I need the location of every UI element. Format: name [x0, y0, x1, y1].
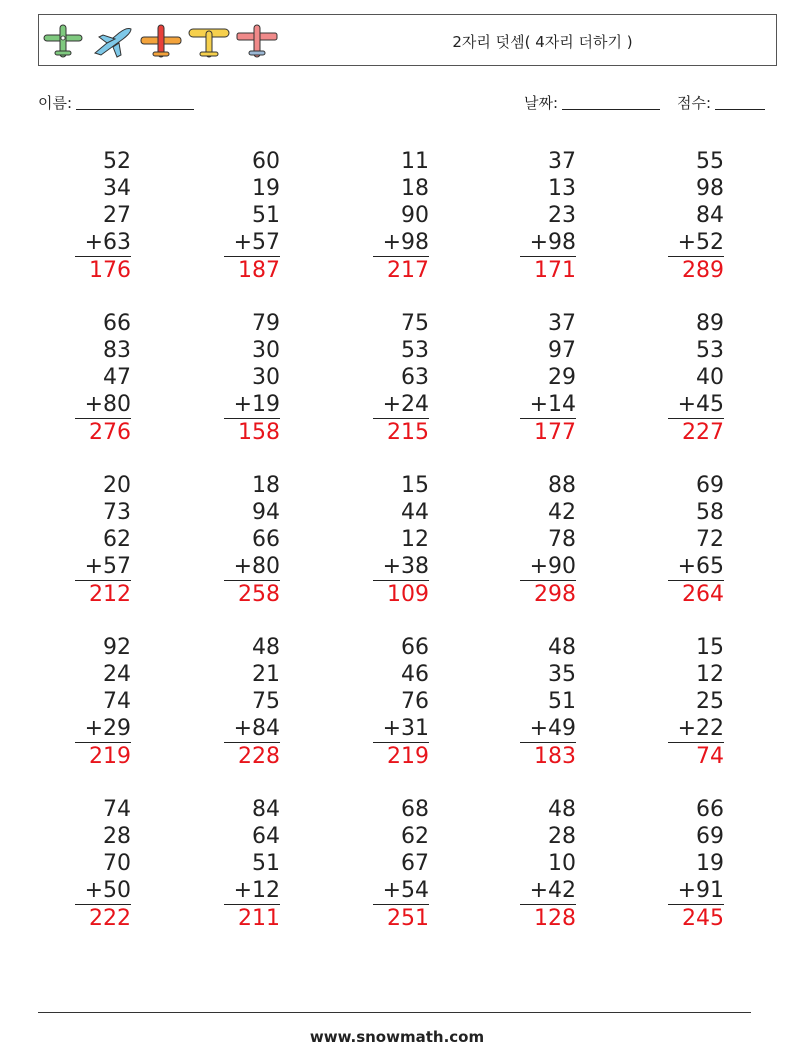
answer-value: 187 [238, 258, 280, 283]
addend: 67 [401, 851, 429, 876]
addend: 18 [252, 473, 280, 498]
addend: 66 [252, 527, 280, 552]
addend-with-plus: +52 [677, 230, 724, 255]
addend: 19 [252, 176, 280, 201]
answer-value: 251 [387, 906, 429, 931]
addition-problem [170, 148, 280, 284]
addend: 62 [401, 824, 429, 849]
addition-problem [319, 796, 429, 932]
addend: 89 [696, 311, 724, 336]
addend: 51 [548, 689, 576, 714]
addend-with-plus: +29 [84, 716, 131, 741]
addend: 15 [401, 473, 429, 498]
addition-problem [466, 148, 576, 284]
addend: 64 [252, 824, 280, 849]
footer-site: www.snowmath.com [309, 1028, 485, 1046]
addend: 18 [401, 176, 429, 201]
addend: 20 [103, 473, 131, 498]
addend: 84 [696, 203, 724, 228]
addend: 53 [696, 338, 724, 363]
date-label: 날짜: [524, 94, 559, 112]
addend: 29 [548, 365, 576, 390]
date-blank [562, 95, 660, 110]
addend: 75 [252, 689, 280, 714]
addition-problem [466, 310, 576, 446]
addend: 84 [252, 797, 280, 822]
addition-problem [170, 634, 280, 770]
addend: 66 [103, 311, 131, 336]
addend: 12 [401, 527, 429, 552]
addend-with-plus: +49 [529, 716, 576, 741]
answer-value: 212 [89, 582, 131, 607]
addend: 72 [696, 527, 724, 552]
addend: 28 [548, 824, 576, 849]
addend: 53 [401, 338, 429, 363]
addition-problem [614, 472, 724, 608]
addend-with-plus: +24 [382, 392, 429, 417]
addend: 55 [696, 149, 724, 174]
addend-with-plus: +31 [382, 716, 429, 741]
addend: 78 [548, 527, 576, 552]
addend-with-plus: +80 [233, 554, 280, 579]
answer-value: 227 [682, 420, 724, 445]
addend: 48 [548, 797, 576, 822]
addend: 74 [103, 689, 131, 714]
addend: 48 [252, 635, 280, 660]
addend: 47 [103, 365, 131, 390]
addend-with-plus: +50 [84, 878, 131, 903]
addend: 44 [401, 500, 429, 525]
addend: 21 [252, 662, 280, 687]
addend: 88 [548, 473, 576, 498]
addend: 24 [103, 662, 131, 687]
addend: 52 [103, 149, 131, 174]
addition-problem [170, 310, 280, 446]
addend: 25 [696, 689, 724, 714]
addition-problem [319, 148, 429, 284]
score-label: 점수: [677, 94, 712, 112]
answer-value: 245 [682, 906, 724, 931]
addend: 35 [548, 662, 576, 687]
answer-value: 211 [238, 906, 280, 931]
answer-value: 264 [682, 582, 724, 607]
answer-value: 222 [89, 906, 131, 931]
answer-value: 228 [238, 744, 280, 769]
addend-with-plus: +22 [677, 716, 724, 741]
addition-problem [21, 310, 131, 446]
addend: 66 [696, 797, 724, 822]
score-field [677, 92, 765, 113]
addend: 27 [103, 203, 131, 228]
addend-with-plus: +65 [677, 554, 724, 579]
answer-value: 176 [89, 258, 131, 283]
addend-with-plus: +98 [382, 230, 429, 255]
addend: 30 [252, 338, 280, 363]
addend: 68 [401, 797, 429, 822]
addend: 75 [401, 311, 429, 336]
addend: 94 [252, 500, 280, 525]
addend: 51 [252, 851, 280, 876]
addend: 83 [103, 338, 131, 363]
addend: 40 [696, 365, 724, 390]
addend: 23 [548, 203, 576, 228]
answer-value: 289 [682, 258, 724, 283]
addend-with-plus: +80 [84, 392, 131, 417]
footer-divider [38, 1012, 751, 1013]
answer-value: 171 [534, 258, 576, 283]
addend: 42 [548, 500, 576, 525]
addition-problem [614, 634, 724, 770]
addend: 58 [696, 500, 724, 525]
addend-with-plus: +54 [382, 878, 429, 903]
addition-problem [614, 148, 724, 284]
addend-with-plus: +63 [84, 230, 131, 255]
addend: 19 [696, 851, 724, 876]
addend-with-plus: +12 [233, 878, 280, 903]
addend-with-plus: +19 [233, 392, 280, 417]
addend: 74 [103, 797, 131, 822]
addition-problem [466, 796, 576, 932]
addend-with-plus: +45 [677, 392, 724, 417]
answer-value: 109 [387, 582, 429, 607]
addend: 76 [401, 689, 429, 714]
worksheet-title: 2자리 덧셈( 4자리 더하기 ) [452, 33, 633, 51]
answer-value: 219 [89, 744, 131, 769]
addition-problem [21, 148, 131, 284]
addend: 98 [696, 176, 724, 201]
addition-problem [466, 472, 576, 608]
answer-value: 177 [534, 420, 576, 445]
addend-with-plus: +91 [677, 878, 724, 903]
addition-problem [21, 472, 131, 608]
addend: 51 [252, 203, 280, 228]
addend: 79 [252, 311, 280, 336]
addition-problem [170, 796, 280, 932]
addend-with-plus: +98 [529, 230, 576, 255]
addend-with-plus: +38 [382, 554, 429, 579]
addend: 10 [548, 851, 576, 876]
score-blank [715, 95, 765, 110]
addend: 34 [103, 176, 131, 201]
answer-value: 128 [534, 906, 576, 931]
addend: 90 [401, 203, 429, 228]
answer-value: 158 [238, 420, 280, 445]
addend: 97 [548, 338, 576, 363]
addend-with-plus: +57 [84, 554, 131, 579]
answer-value: 74 [696, 744, 724, 769]
addend: 28 [103, 824, 131, 849]
addition-problem [319, 472, 429, 608]
addend-with-plus: +14 [529, 392, 576, 417]
addend-with-plus: +42 [529, 878, 576, 903]
answer-value: 215 [387, 420, 429, 445]
addend-with-plus: +84 [233, 716, 280, 741]
answer-value: 298 [534, 582, 576, 607]
addend: 69 [696, 473, 724, 498]
addend-with-plus: +90 [529, 554, 576, 579]
addend: 30 [252, 365, 280, 390]
addend-with-plus: +57 [233, 230, 280, 255]
addend: 92 [103, 635, 131, 660]
answer-value: 219 [387, 744, 429, 769]
addition-problem [319, 634, 429, 770]
addend: 37 [548, 149, 576, 174]
addend: 48 [548, 635, 576, 660]
answer-value: 217 [387, 258, 429, 283]
addition-problem [614, 310, 724, 446]
name-blank [76, 95, 194, 110]
addition-problem [319, 310, 429, 446]
name-field [38, 92, 194, 113]
addend: 37 [548, 311, 576, 336]
addition-problem [21, 796, 131, 932]
addend: 62 [103, 527, 131, 552]
addend: 70 [103, 851, 131, 876]
addend: 11 [401, 149, 429, 174]
addend: 66 [401, 635, 429, 660]
answer-value: 276 [89, 420, 131, 445]
addition-problem [466, 634, 576, 770]
addend: 13 [548, 176, 576, 201]
addend: 63 [401, 365, 429, 390]
addend: 12 [696, 662, 724, 687]
addition-problem [170, 472, 280, 608]
addend: 15 [696, 635, 724, 660]
date-field [524, 92, 660, 113]
addend: 69 [696, 824, 724, 849]
addition-problem [614, 796, 724, 932]
worksheet-header [38, 14, 777, 66]
addend: 73 [103, 500, 131, 525]
addition-problem [21, 634, 131, 770]
answer-value: 258 [238, 582, 280, 607]
addend: 60 [252, 149, 280, 174]
name-label: 이름: [38, 94, 73, 112]
addend: 46 [401, 662, 429, 687]
answer-value: 183 [534, 744, 576, 769]
